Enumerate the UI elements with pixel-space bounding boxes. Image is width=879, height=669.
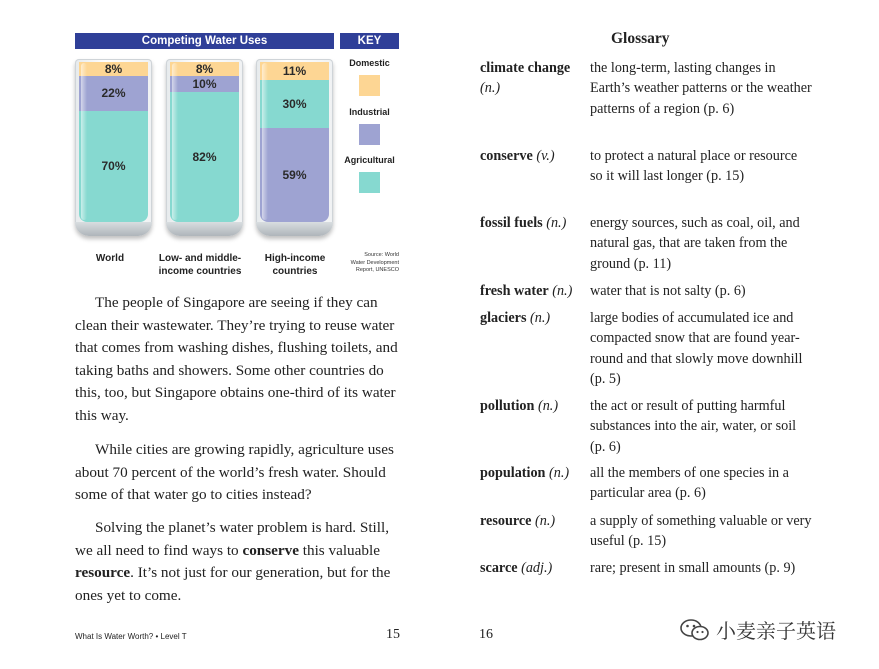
- glossary-definition: rare; present in small amounts (p. 9): [590, 560, 796, 576]
- bar-segment-domestic: 11%: [260, 62, 329, 80]
- chart-title: Competing Water Uses: [75, 33, 334, 49]
- glossary-definition: the long-term, lasting changes in Earth’s weather patterns or the weather patterns of a region (p. 6): [590, 60, 812, 117]
- glass-shine: [262, 63, 268, 220]
- wechat-bubble-icon: [680, 618, 710, 642]
- bar-segment-domestic: 8%: [79, 62, 148, 76]
- glossary-title: Glossary: [611, 30, 670, 47]
- glass-stack: [79, 62, 148, 222]
- glass-stack: [170, 62, 239, 222]
- glass-stack: [260, 62, 329, 222]
- glossary-term: glaciers (n.): [480, 310, 551, 326]
- bar-segment-industrial: 22%: [79, 76, 148, 111]
- bar-segment-agricultural: 82%: [170, 92, 239, 222]
- glossary-definition: water that is not salty (p. 6): [590, 283, 746, 299]
- glossary-definition: large bodies of accumulated ice and compacted snow that are found year-round and that slowly move downhill (p. 5): [590, 310, 803, 388]
- legend-swatch-agricultural: [359, 172, 380, 193]
- glossary-term: population (n.): [480, 465, 570, 481]
- glass-shine: [81, 63, 87, 220]
- glossary-definition: the act or result of putting harmful substances into the air, water, or soil (p. 6): [590, 398, 797, 455]
- chart-source: Source: World Water Development Report, UNESCO: [350, 252, 399, 273]
- body-paragraph-1: The people of Singapore are seeing if they can clean their wastewater. They’re trying to reuse water that comes from washing dishes, flushing toilets, and taking baths and showers. Some other countries do this, too, but Singapore obtains one-third of its water this way.: [75, 294, 398, 424]
- bar-segment-agricultural: 59%: [260, 128, 329, 222]
- bar-segment-industrial: 30%: [260, 80, 329, 128]
- footer-book-title: What Is Water Worth? • Level T: [75, 632, 187, 641]
- glossary-term: pollution (n.): [480, 398, 559, 414]
- glossary-definition: a supply of something valuable or very useful (p. 15): [590, 513, 812, 550]
- bar-segment-agricultural: 70%: [79, 111, 148, 222]
- glossary-definition: to protect a natural place or resource so it will last longer (p. 15): [590, 148, 798, 185]
- watermark: [680, 615, 836, 644]
- glass-world: [75, 59, 152, 236]
- legend-swatch-industrial: [359, 124, 380, 145]
- page-number-left: 15: [386, 627, 400, 642]
- bar-segment-industrial: 10%: [170, 76, 239, 92]
- category-label-high-income: High-income countries: [264, 253, 326, 277]
- bar-segment-domestic: 8%: [170, 62, 239, 76]
- legend-label-domestic: Domestic: [349, 58, 390, 68]
- bold-word-conserve: conserve: [242, 541, 299, 559]
- glass-shine: [172, 63, 178, 220]
- legend-label-industrial: Industrial: [349, 107, 390, 117]
- glossary-definition: energy sources, such as coal, oil, and natural gas, that are taken from the ground (p. 11): [590, 215, 800, 272]
- glass-high-income: [256, 59, 333, 236]
- glossary-term: scarce (adj.): [480, 560, 553, 576]
- glass-base: [166, 222, 243, 236]
- legend-swatch-domestic: [359, 75, 380, 96]
- glossary-term: climate change (n.): [480, 60, 571, 97]
- body-paragraph-3: Solving the planet’s water problem is hard. Still, we all need to find ways to conserve this valuable resource. It’s not just for our generation, but for the ones yet to come.: [75, 519, 391, 604]
- watermark-text: 小麦亲子英语: [716, 619, 836, 643]
- key-title: KEY: [340, 33, 399, 49]
- legend-agricultural: [340, 155, 399, 193]
- category-label-low-middle-income: Low- and middle- income countries: [158, 253, 242, 277]
- glossary-term: fossil fuels (n.): [480, 215, 567, 231]
- glass-low-middle-income: [166, 59, 243, 236]
- glossary-definition: all the members of one species in a particular area (p. 6): [590, 465, 789, 502]
- legend-industrial: [340, 107, 399, 145]
- bold-word-resource: resource: [75, 564, 131, 582]
- glossary-term: fresh water (n.): [480, 283, 573, 299]
- body-paragraph-2: While cities are growing rapidly, agriculture uses about 70 percent of the world’s fresh water. Should some of that water go to cities instead?: [75, 441, 394, 504]
- category-label-world: World: [95, 253, 125, 264]
- page-number-right: 16: [479, 627, 493, 642]
- glossary-term: conserve (v.): [480, 148, 555, 164]
- glossary-term: resource (n.): [480, 513, 556, 529]
- legend-label-agricultural: Agricultural: [344, 155, 395, 165]
- glass-base: [75, 222, 152, 236]
- glass-base: [256, 222, 333, 236]
- legend-domestic: [340, 58, 399, 96]
